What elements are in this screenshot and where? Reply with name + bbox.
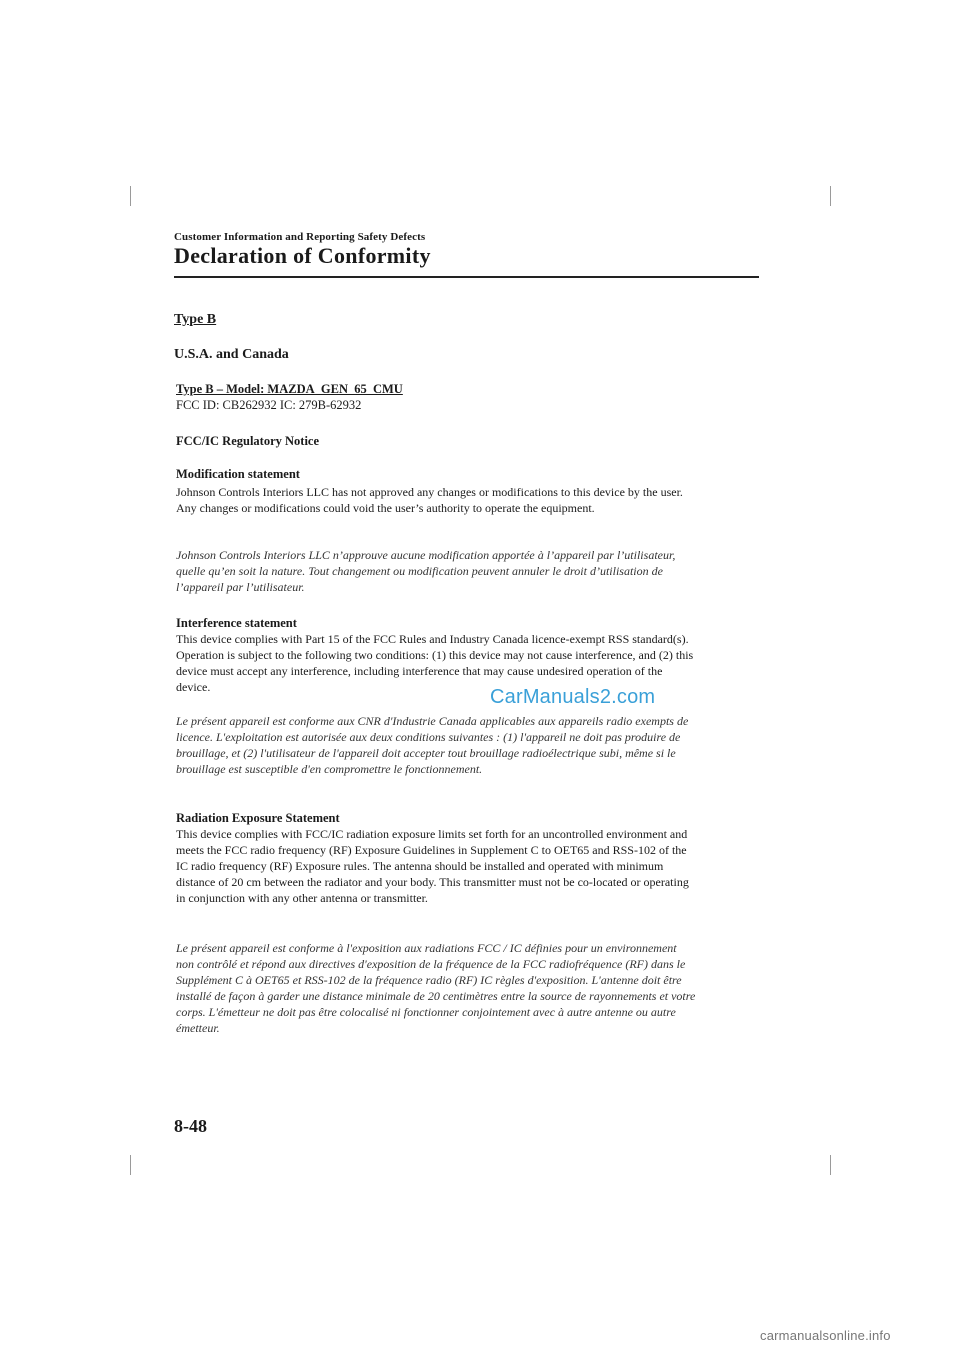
- notice-heading: FCC/IC Regulatory Notice: [176, 434, 320, 448]
- interference-body: This device complies with Part 15 of the FCC Rules and Industry Canada licence-exempt RSS standard(s). Operation is subject to the following two conditions: (1) this device may not cause interference, and (2) this device must accept any interference, including interference that may cause undesired operation of the device.: [176, 632, 694, 694]
- footer-site-watermark: carmanualsonline.info: [760, 1328, 891, 1343]
- title-divider: [174, 276, 759, 278]
- type-heading: Type B: [174, 312, 217, 327]
- model-line: Type B – Model: MAZDA_GEN_65_CMU: [176, 382, 403, 396]
- interference-body-fr: Le présent appareil est conforme aux CNR d'Industrie Canada applicables aux appareils radio exempts de licence. L'exploitation est autorisée aux deux conditions suivantes : (1) l'appareil ne doit pas produire de brouillage, et (2) l'utilisateur de l'appareil doit accepter tout brouillage radioélectrique subi, même si le brouillage est susceptible d'en compromettre le fonctionnement.: [176, 714, 689, 776]
- interference-heading: Interference statement: [176, 616, 297, 630]
- crop-mark: [130, 1155, 131, 1175]
- crop-mark: [130, 186, 131, 206]
- fcc-ic-id-line: FCC ID: CB262932 IC: 279B-62932: [176, 398, 362, 412]
- radiation-heading: Radiation Exposure Statement: [176, 811, 340, 825]
- crop-mark: [830, 186, 831, 206]
- modification-heading: Modification statement: [176, 467, 300, 481]
- page-title: Declaration of Conformity: [174, 243, 431, 268]
- modification-body-fr: Johnson Controls Interiors LLC n’approuve aucune modification apportée à l’appareil par l’utilisateur, quelle qu’en soit la nature. Tout changement ou modification peuvent annuler le droit d’utilisation de l’appareil par l’utilisateur.: [176, 548, 676, 594]
- section-label: Customer Information and Reporting Safety Defects: [174, 231, 426, 243]
- modification-body: Johnson Controls Interiors LLC has not approved any changes or modifications to this device by the user. Any changes or modifications could void the user’s authority to operate the equipment.: [176, 485, 683, 515]
- watermark-logo: CarManuals2.com: [490, 686, 656, 708]
- crop-mark: [830, 1155, 831, 1175]
- page-number: 8-48: [174, 1116, 207, 1136]
- region-heading: U.S.A. and Canada: [174, 347, 289, 362]
- regulatory-label: [176, 381, 716, 413]
- radiation-body: This device complies with FCC/IC radiation exposure limits set forth for an uncontrolled environment and meets the FCC radio frequency (RF) Exposure Guidelines in Supplement C to OET65 and RSS-102 of the IC radio frequency (RF) Exposure rules. The antenna should be installed and operated with minimum distance of 20 cm between the radiator and your body. This transmitter must not be co-located or operating in conjunction with any other antenna or transmitter.: [176, 827, 689, 905]
- radiation-body-fr: Le présent appareil est conforme à l'exposition aux radiations FCC / IC définies pour un environnement non contrôlé et répond aux directives d'exposition de la fréquence de la FCC radiofréquence (RF) dans le Supplément C à OET65 et RSS-102 de la fréquence radio (RF) IC règles d'exposition. L'antenne doit être installé de façon à garder une distance minimale de 20 centimètres entre la source de rayonnements et votre corps. L'émetteur ne doit pas être colocalisé ni fonctionner conjointement avec à autre antenne ou autre émetteur.: [176, 941, 696, 1035]
